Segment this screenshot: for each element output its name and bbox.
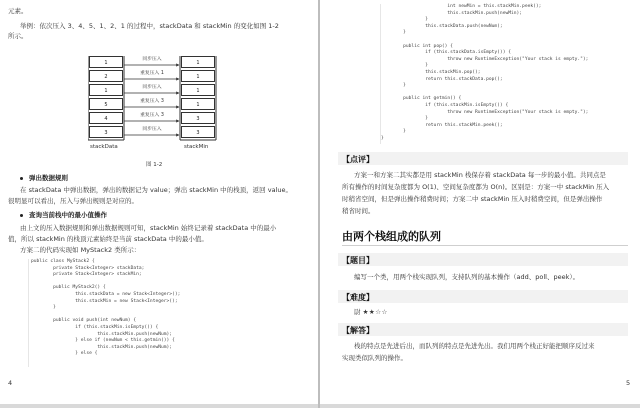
stackdata-cell: 1 [89,56,123,68]
code-listing-left: public class MyStack2 { private Stack<Integer> stackData; private Stack<Integer> stackMin; public MyStack2() { this.stackData = new Stack<Integer>(); this.stackMin = new Stack<Integer>(); } public void push(int newNum) { if (this.stackMin.isEmpty()) { this.stackMin.push(newNum); } else if (newNum < this.getmin()) { this.stackMin.push(newNum); } else { [31,259,181,357]
stackdata-label: stackData [90,144,118,150]
code-block-left [28,259,299,367]
answer-header-bar [338,323,628,336]
stack-diagram [88,54,228,158]
section-title: 由两个栈组成的队列 [342,230,441,243]
bullet-dot [20,214,23,217]
stackdata-cell: 4 [89,112,123,124]
example-text-line2: 所示。 [8,32,28,40]
review-line4: 稍省时间。 [342,207,375,215]
query-line1: 由上文的压入数据规则和弹出数据规则可知，stackMin 始终记录着 stackData 中的最小 [20,224,277,232]
bullet-pop-rules [20,173,68,183]
difficulty-title: 【难度】 [342,293,374,302]
stackmin-cell: 1 [181,84,215,96]
stackmin-cell: 3 [181,126,215,138]
bullet-query-title: 查询当前栈中的最小值操作 [29,211,107,219]
stackdata-cell: 1 [89,84,123,96]
answer-title: 【解答】 [342,326,374,335]
stackdata-cell: 2 [89,70,123,82]
op-label: 同步压入 [142,85,162,90]
pop-rule-line2: 很明显可以看出，压入与弹出规则是对应的。 [8,197,138,205]
stackmin-cell: 3 [181,112,215,124]
difficulty-stars: ★★☆☆ [362,308,388,316]
stackmin-label: stackMin [184,144,209,150]
review-line2: 所有操作的时间复杂度都为 O(1)、空间复杂度都为 O(n)。区别是：方案一中 stackMin 压入 [342,183,610,191]
review-title: 【点评】 [342,155,374,164]
stackmin-cell: 1 [181,98,215,110]
intro-fragment: 元素。 [8,7,28,15]
bullet-query-min [20,210,107,220]
left-page [0,0,318,404]
difficulty-rating [354,307,388,317]
difficulty-header-bar [338,290,628,303]
query-line2: 值，所以 stackMin 的栈顶元素始终是当前 stackData 中的最小值。 [8,235,208,243]
difficulty-level: 尉 [354,308,361,316]
stackdata-cell: 3 [89,126,123,138]
problem-title: 【题目】 [342,256,374,265]
code-listing-right: int newMin = this.stackMin.peek(); this.stackMin.push(newMin); } this.stackData.push(newNum); } public int pop() { if (this.stackData.isEmpty()) { throw new RuntimeException("Your stack is empty."); } this.stackMin.pop(); return this.stackData.pop(); } public int getmin() { if (this.stackMin.isEmpty()) { throw new RuntimeException("Your stack is empty."); } return this.stackMin.peek(); } } [381,4,589,141]
answer-line1: 栈的特点是先进后出，而队列的特点是先进先出。我们用两个栈正好能把顺序反过来 [354,342,595,350]
code-block-right [380,4,631,144]
figure-caption: 图 1-2 [146,162,163,168]
review-header-bar [338,152,628,165]
bullet-pop-title: 弹出数据规则 [29,174,68,182]
example-text-line1: 举例：依次压入 3、4、5、1、2、1 的过程中，stackData 和 stackMin 的变化如图 1-2 [20,22,279,30]
op-label: 重复压入 3 [140,113,164,118]
op-label: 同步压入 [142,127,162,132]
page-number-right: 5 [626,379,631,387]
problem-text: 编写一个类，用两个栈实现队列，支持队列的基本操作（add、poll、peek）。 [354,273,580,281]
op-label: 同步压入 [142,57,162,62]
section-divider [342,245,628,246]
op-label: 重复压入 1 [140,71,164,76]
bullet-dot [20,177,23,180]
review-line3: 时稍省空间，但是弹出操作稍费时间；方案二中 stackMin 压入时稍费空间，但是弹出操作 [342,195,603,203]
problem-header-bar [338,253,628,266]
answer-line2: 实现类似队列的操作。 [342,354,407,362]
stackmin-cell: 1 [181,56,215,68]
page-number-left: 4 [8,379,13,387]
code-intro: 方案二的代码实现如 MyStack2 类所示： [20,246,141,254]
right-page [320,0,640,404]
review-line1: 方案一和方案二其实都是用 stackMin 栈保存着 stackData 每一步的最小值。共同点是 [354,171,606,179]
pop-rule-line1: 在 stackData 中弹出数据，弹出的数据记为 value；弹出 stackMin 中的栈顶，返回 value。 [20,186,292,194]
stackdata-cell: 5 [89,98,123,110]
stackmin-cell: 1 [181,70,215,82]
op-label: 重复压入 3 [140,99,164,104]
